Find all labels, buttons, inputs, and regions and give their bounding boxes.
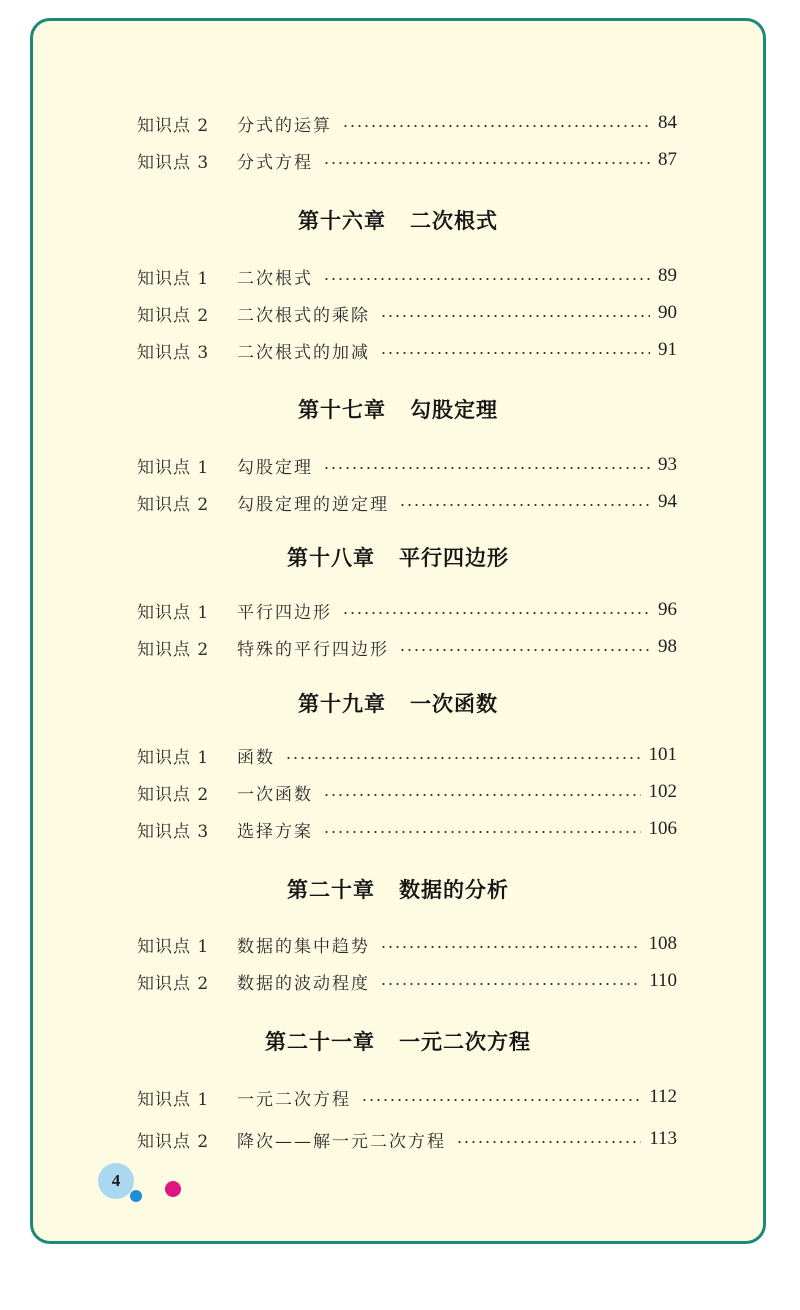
- knowledge-point-label: 知识点 2: [137, 305, 210, 326]
- dot-leader: [399, 649, 650, 651]
- entry-title: 数据的波动程度: [237, 973, 370, 994]
- toc-entry[interactable]: [137, 814, 677, 844]
- entry-title: 平行四边形: [237, 602, 332, 623]
- toc-entry[interactable]: [137, 487, 677, 517]
- knowledge-point-label: 知识点 3: [137, 152, 210, 173]
- chapter-heading[interactable]: [30, 542, 766, 572]
- entry-page: 93: [658, 454, 677, 475]
- toc-entry[interactable]: [137, 1082, 677, 1112]
- entry-page: 91: [658, 339, 677, 360]
- toc-entry[interactable]: [137, 298, 677, 328]
- toc-entry[interactable]: [137, 145, 677, 175]
- entry-page: 87: [658, 149, 677, 170]
- chapter-name: 一元二次方程: [399, 1030, 531, 1054]
- knowledge-point-label: 知识点 1: [137, 602, 210, 623]
- toc-entry[interactable]: [137, 632, 677, 662]
- chapter-name: 勾股定理: [410, 398, 498, 422]
- entry-page: 113: [649, 1128, 677, 1149]
- entry-title: 勾股定理的逆定理: [237, 494, 389, 515]
- knowledge-point-label: 知识点 2: [137, 639, 210, 660]
- chapter-name: 一次函数: [410, 692, 498, 716]
- entry-title: 二次根式的乘除: [237, 305, 370, 326]
- chapter-number: 第二十一章: [265, 1030, 375, 1054]
- toc-entry[interactable]: [137, 777, 677, 807]
- pink-dot-icon: [165, 1181, 181, 1197]
- knowledge-point-label: 知识点 1: [137, 936, 210, 957]
- entry-page: 110: [649, 970, 677, 991]
- dot-leader: [323, 162, 650, 164]
- entry-title: 函数: [237, 747, 275, 768]
- toc-entry[interactable]: [137, 261, 677, 291]
- entry-page: 96: [658, 599, 677, 620]
- toc-entry[interactable]: [137, 335, 677, 365]
- dot-leader: [380, 946, 641, 948]
- dot-leader: [361, 1099, 641, 1101]
- dot-leader: [380, 315, 650, 317]
- entry-title: 选择方案: [237, 821, 313, 842]
- chapter-number: 第二十章: [287, 878, 375, 902]
- dot-leader: [380, 983, 641, 985]
- chapter-name: 平行四边形: [399, 546, 509, 570]
- chapter-name: 二次根式: [410, 209, 498, 233]
- knowledge-point-label: 知识点 2: [137, 115, 210, 136]
- toc-entry[interactable]: [137, 450, 677, 480]
- entry-title: 二次根式的加减: [237, 342, 370, 363]
- knowledge-point-label: 知识点 3: [137, 821, 210, 842]
- chapter-heading[interactable]: [30, 874, 766, 904]
- chapter-heading[interactable]: [30, 1026, 766, 1056]
- knowledge-point-label: 知识点 3: [137, 342, 210, 363]
- entry-page: 102: [648, 781, 677, 802]
- chapter-name: 数据的分析: [399, 878, 509, 902]
- knowledge-point-label: 知识点 2: [137, 1131, 210, 1152]
- entry-title: 特殊的平行四边形: [237, 639, 389, 660]
- chapter-number: 第十七章: [298, 398, 386, 422]
- dot-leader: [456, 1141, 641, 1143]
- dot-leader: [323, 794, 641, 796]
- toc-entry[interactable]: [137, 929, 677, 959]
- dot-leader: [380, 352, 650, 354]
- dot-leader: [323, 278, 650, 280]
- knowledge-point-label: 知识点 1: [137, 268, 210, 289]
- knowledge-point-label: 知识点 2: [137, 494, 210, 515]
- entry-page: 90: [658, 302, 677, 323]
- toc-entry[interactable]: [137, 966, 677, 996]
- entry-page: 89: [658, 265, 677, 286]
- entry-title: 一次函数: [237, 784, 313, 805]
- dot-leader: [323, 831, 641, 833]
- entry-title: 分式的运算: [237, 115, 332, 136]
- dot-leader: [342, 612, 650, 614]
- page-frame: [30, 18, 766, 1244]
- knowledge-point-label: 知识点 2: [137, 784, 210, 805]
- entry-page: 84: [658, 112, 677, 133]
- entry-page: 94: [658, 491, 677, 512]
- knowledge-point-label: 知识点 1: [137, 747, 210, 768]
- knowledge-point-label: 知识点 1: [137, 457, 210, 478]
- toc-entry[interactable]: [137, 108, 677, 138]
- knowledge-point-label: 知识点 2: [137, 973, 210, 994]
- blue-dot-icon: [130, 1190, 142, 1202]
- entry-title: 降次——解一元二次方程: [237, 1131, 446, 1152]
- entry-page: 108: [648, 933, 677, 954]
- entry-title: 勾股定理: [237, 457, 313, 478]
- entry-page: 106: [648, 818, 677, 839]
- chapter-number: 第十九章: [298, 692, 386, 716]
- page-number-badge: [98, 1163, 134, 1199]
- dot-leader: [399, 504, 650, 506]
- chapter-heading[interactable]: [30, 394, 766, 424]
- chapter-heading[interactable]: [30, 205, 766, 235]
- toc-entry[interactable]: [137, 595, 677, 625]
- dot-leader: [342, 125, 650, 127]
- chapter-number: 第十六章: [298, 209, 386, 233]
- toc-entry[interactable]: [137, 1124, 677, 1154]
- toc-entry[interactable]: [137, 740, 677, 770]
- chapter-number: 第十八章: [287, 546, 375, 570]
- entry-page: 101: [648, 744, 677, 765]
- entry-title: 一元二次方程: [237, 1089, 351, 1110]
- entry-page: 112: [649, 1086, 677, 1107]
- chapter-heading[interactable]: [30, 688, 766, 718]
- entry-page: 98: [658, 636, 677, 657]
- dot-leader: [285, 757, 641, 759]
- page-number: 4: [111, 1171, 121, 1190]
- entry-title: 二次根式: [237, 268, 313, 289]
- entry-title: 分式方程: [237, 152, 313, 173]
- knowledge-point-label: 知识点 1: [137, 1089, 210, 1110]
- entry-title: 数据的集中趋势: [237, 936, 370, 957]
- dot-leader: [323, 467, 650, 469]
